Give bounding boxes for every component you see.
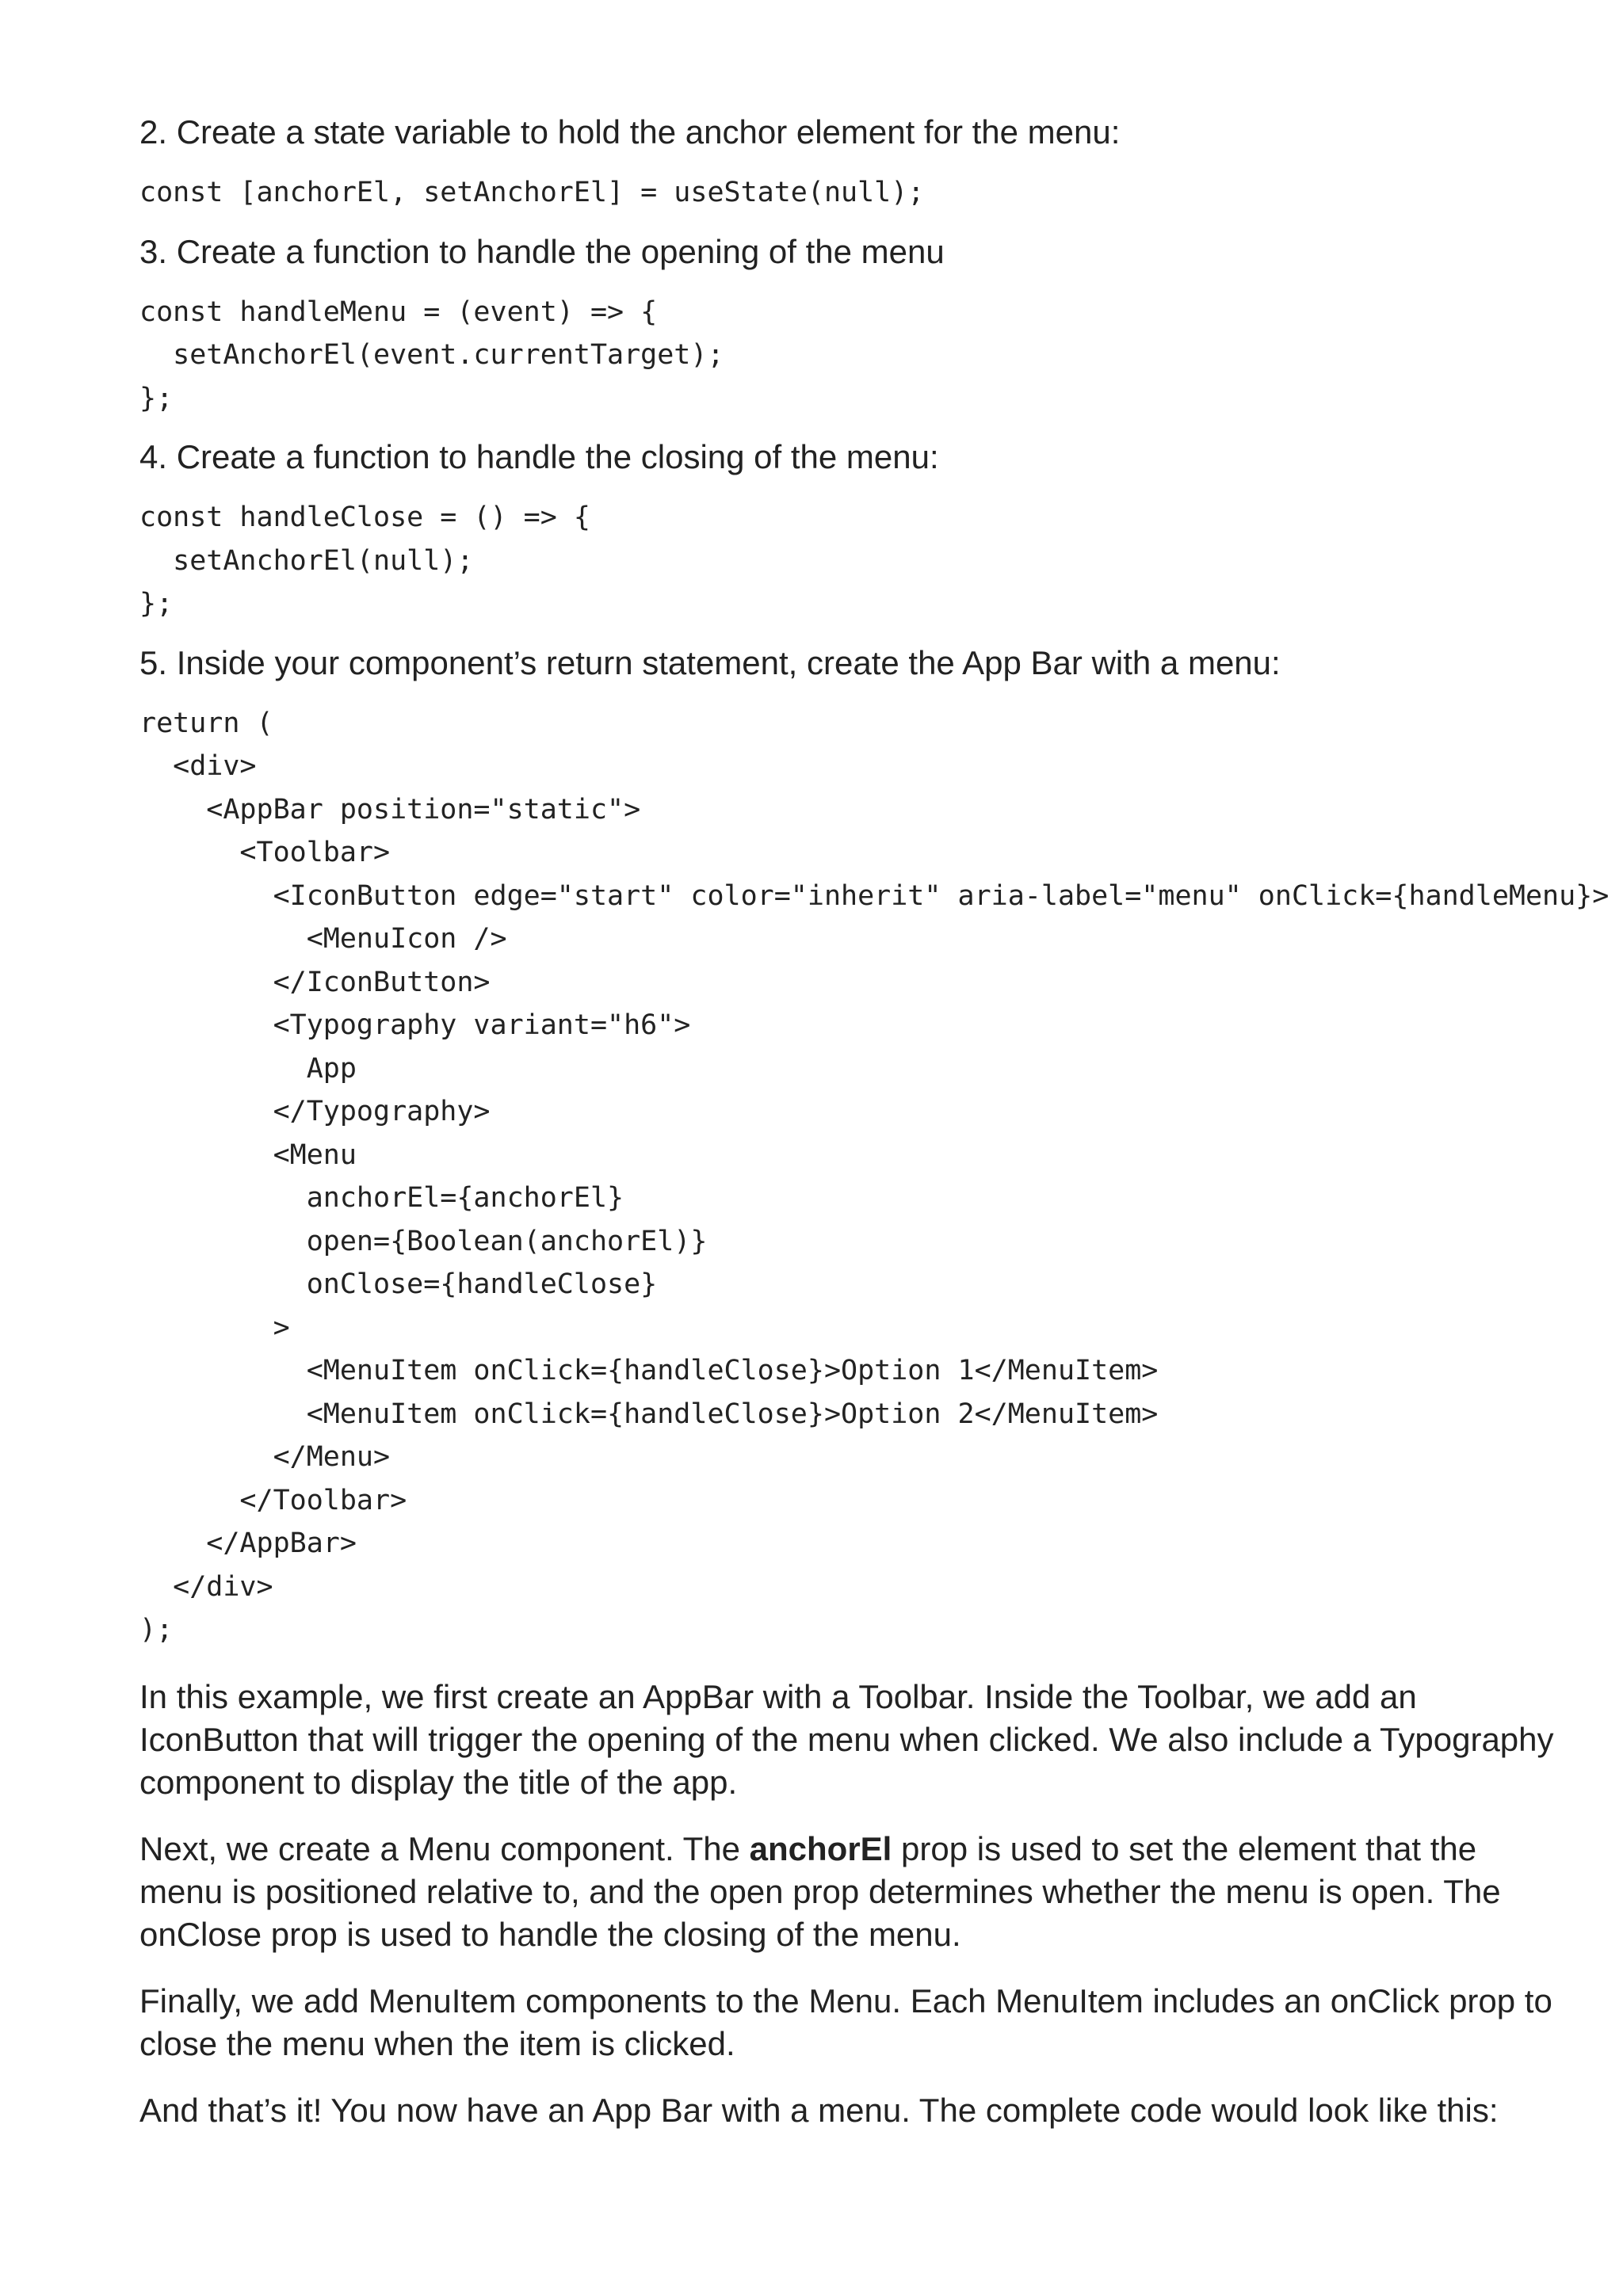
code-block-handle-close — [139, 496, 1558, 626]
code-line: <MenuItem onClick={handleClose}>Option 2</MenuItem> — [139, 1398, 1159, 1430]
code-line: > — [139, 1311, 290, 1344]
code-line: </AppBar> — [139, 1527, 357, 1559]
paragraph-conclusion: And that’s it! You now have an App Bar with a menu. The complete code would look like this: — [139, 2091, 1499, 2129]
step-3-heading: 3. Create a function to handle the opening of the menu — [139, 232, 945, 270]
step-2-heading: 2. Create a state variable to hold the anchor element for the menu: — [139, 113, 1121, 151]
code-line: <div> — [139, 750, 257, 782]
code-line: const handleClose = () => { — [139, 502, 590, 533]
code-line: <MenuIcon /> — [139, 923, 507, 955]
paragraph-menu-text-end: prop is used to set the element that the menu is positioned relative to, and the open prop determines whether the menu is open. The onClose prop is used to handle the closing of the menu. — [139, 1829, 1501, 1953]
code-line: </Menu> — [139, 1441, 391, 1473]
paragraph-menu-explanation — [139, 1828, 1558, 1956]
code-line: <Typography variant="h6"> — [139, 1009, 691, 1041]
code-line: const handleMenu = (event) => { — [139, 296, 658, 328]
code-line: }; — [139, 382, 174, 414]
code-line: ); — [139, 1614, 174, 1646]
paragraph-menu-text-start: Next, we create a Menu component. The — [139, 1829, 750, 1867]
code-line: </div> — [139, 1570, 273, 1603]
code-line: <Toolbar> — [139, 837, 391, 868]
code-block-render — [139, 702, 1610, 1652]
step-4-heading: 4. Create a function to handle the closing of the menu: — [139, 438, 939, 475]
code-line: <Menu — [139, 1138, 357, 1171]
code-block-state — [139, 171, 1558, 215]
code-line: setAnchorEl(null); — [139, 544, 474, 577]
code-line: anchorEl={anchorEl} — [139, 1182, 624, 1214]
code-line: App — [139, 1052, 357, 1085]
code-line: const [anchorEl, setAnchorEl] = useState(null); — [139, 177, 925, 208]
code-line: <AppBar position="static"> — [139, 793, 641, 826]
code-line: </IconButton> — [139, 966, 491, 998]
paragraph-appbar-explanation: In this example, we first create an AppBar with a Toolbar. Inside the Toolbar, we add an IconButton that will trigger the opening of the menu when clicked. We also include a Typography component to display the title of the app. — [139, 1677, 1554, 1801]
code-block-handle-menu — [139, 291, 1558, 421]
paragraph-menuitem-explanation: Finally, we add MenuItem components to the Menu. Each MenuItem includes an onClick prop to close the menu when the item is clicked. — [139, 1981, 1552, 2062]
anchor-el-keyword: anchorEl — [749, 1829, 892, 1867]
code-line: <MenuItem onClick={handleClose}>Option 1</MenuItem> — [139, 1355, 1159, 1386]
code-line: }; — [139, 588, 174, 620]
code-line: open={Boolean(anchorEl)} — [139, 1225, 708, 1257]
code-line: onClose={handleClose} — [139, 1268, 658, 1300]
code-line: </Typography> — [139, 1096, 491, 1127]
code-line: <IconButton edge="start" color="inherit" aria-label="menu" onClick={handleMenu}> — [139, 879, 1610, 912]
step-5-heading: 5. Inside your component’s return statement, create the App Bar with a menu: — [139, 643, 1281, 681]
document-page — [139, 111, 1610, 2156]
code-line: setAnchorEl(event.currentTarget); — [139, 339, 724, 371]
code-line: return ( — [139, 707, 273, 739]
code-line: </Toolbar> — [139, 1484, 407, 1516]
